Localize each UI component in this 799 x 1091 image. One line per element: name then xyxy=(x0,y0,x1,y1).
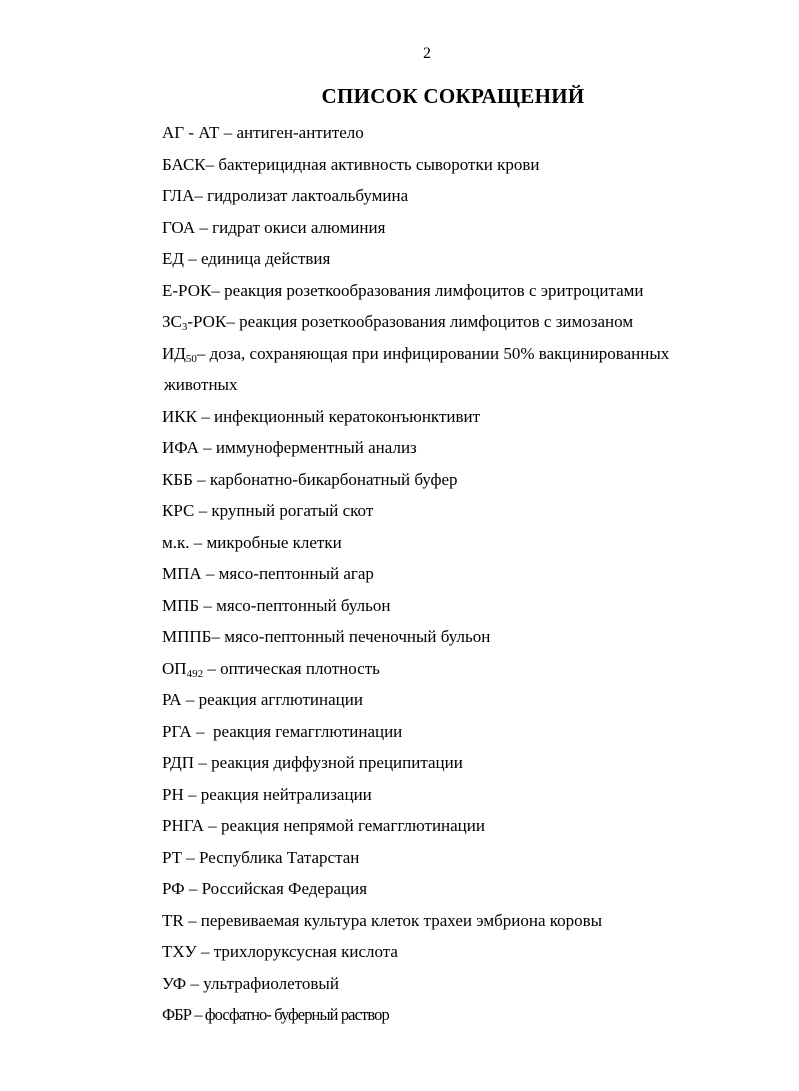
abbreviation-term: ИФА xyxy=(162,438,199,457)
abbreviation-definition: инфекционный кератоконъюнктивит xyxy=(213,406,481,426)
abbreviation-term: АГ - АТ xyxy=(162,123,220,142)
abbreviation-term: РФ xyxy=(162,879,185,898)
abbreviation-definition: мясо-пептонный бульон xyxy=(216,595,391,615)
abbreviation-definition: реакция непрямой гемагглютинации xyxy=(221,816,485,835)
abbreviation-definition-continued: животных xyxy=(164,375,238,394)
abbreviation-term: МППБ xyxy=(162,627,212,646)
abbreviation-item xyxy=(162,999,762,1031)
abbreviation-term: Е-РОК xyxy=(162,280,212,300)
abbreviation-definition: мясо-пептонный агар xyxy=(218,564,374,583)
abbreviation-definition: карбонатно-бикарбонатный буфер xyxy=(209,469,458,489)
abbreviation-item xyxy=(162,873,762,905)
abbreviation-term: РДП xyxy=(162,753,195,772)
abbreviation-term: TR xyxy=(162,910,184,930)
abbreviation-term: РТ xyxy=(162,847,183,867)
abbreviation-definition: единица действия xyxy=(200,249,331,268)
abbreviation-definition: гидролизат лактоальбумина xyxy=(207,186,409,205)
abbreviation-item xyxy=(162,653,762,685)
abbreviation-term: м.к. xyxy=(162,532,190,552)
abbreviation-item xyxy=(162,558,762,590)
abbreviation-separator: – xyxy=(205,154,219,174)
abbreviation-item xyxy=(162,338,762,401)
abbreviation-item xyxy=(162,464,762,496)
abbreviation-definition: перевиваемая культура клеток трахеи эмбриона коровы xyxy=(200,910,603,930)
abbreviation-term: МПБ xyxy=(162,595,200,615)
abbreviation-definition: антиген-антитело xyxy=(236,123,364,142)
abbreviation-item xyxy=(162,180,762,212)
abbreviation-separator: – xyxy=(219,123,237,142)
abbreviation-separator: – xyxy=(226,312,240,331)
abbreviation-item xyxy=(162,432,762,464)
abbreviation-separator: – xyxy=(203,658,221,678)
abbreviation-definition: доза, сохраняющая при инфицировании 50% вакцинированных xyxy=(209,343,670,363)
abbreviation-separator: – xyxy=(191,721,213,741)
abbreviation-definition: фосфатно- буферный раствор xyxy=(204,1005,389,1024)
abbreviation-term: ФБР xyxy=(162,1005,191,1024)
abbreviation-item xyxy=(162,590,762,622)
abbreviation-item xyxy=(162,117,762,149)
abbreviation-definition: реакция розеткообразования лимфоцитов с эритроцитами xyxy=(224,280,644,300)
abbreviation-separator: – xyxy=(195,217,213,237)
abbreviation-definition: крупный рогатый скот xyxy=(211,501,374,520)
abbreviation-item xyxy=(162,401,762,433)
abbreviation-separator: – xyxy=(204,816,221,835)
abbreviation-separator: – xyxy=(183,249,201,268)
abbreviation-separator: – xyxy=(182,847,200,867)
abbreviation-separator: – xyxy=(183,784,201,804)
abbreviation-separator: – xyxy=(181,690,199,709)
abbreviation-term: ИКК xyxy=(162,406,197,426)
abbreviation-definition: ультрафиолетовый xyxy=(203,973,339,993)
abbreviation-item xyxy=(162,621,762,653)
abbreviation-separator: – xyxy=(196,942,214,961)
abbreviation-separator: – xyxy=(201,564,219,583)
page-title: СПИСОК СОКРАЩЕНИЙ xyxy=(321,84,585,108)
abbreviation-list xyxy=(162,117,762,1031)
abbreviation-item xyxy=(162,149,762,181)
abbreviation-definition: мясо-пептонный печеночный бульон xyxy=(224,627,491,646)
abbreviation-item xyxy=(162,779,762,811)
abbreviation-definition: реакция гемагглютинации xyxy=(212,721,403,741)
abbreviation-separator: – xyxy=(194,186,208,205)
abbreviation-definition: Республика Татарстан xyxy=(199,847,360,867)
abbreviation-definition: Российская Федерация xyxy=(201,879,368,898)
abbreviation-term: МПА xyxy=(162,564,202,583)
abbreviation-separator: – xyxy=(194,501,212,520)
abbreviation-definition: оптическая плотность xyxy=(220,658,380,678)
abbreviation-term: ЗС xyxy=(162,312,182,331)
abbreviation-separator: – xyxy=(189,532,207,552)
abbreviation-term: БАСК xyxy=(162,154,206,174)
abbreviation-item xyxy=(162,495,762,527)
abbreviation-term: РА xyxy=(162,690,182,709)
abbreviation-term: РН xyxy=(162,784,184,804)
abbreviation-term: ТХУ xyxy=(162,942,197,961)
abbreviation-item xyxy=(162,905,762,937)
abbreviation-term: ИД xyxy=(162,343,186,363)
abbreviation-term-suffix: -РОК xyxy=(187,312,227,331)
abbreviation-term: ОП xyxy=(162,658,187,678)
abbreviation-item xyxy=(162,527,762,559)
abbreviation-item xyxy=(162,684,762,716)
abbreviation-item xyxy=(162,243,762,275)
abbreviation-item xyxy=(162,716,762,748)
abbreviation-subscript: 492 xyxy=(186,667,204,680)
abbreviation-separator: – xyxy=(183,910,201,930)
abbreviation-definition: реакция агглютинации xyxy=(198,690,363,709)
abbreviation-term: КРС xyxy=(162,501,195,520)
abbreviation-term: ЕД xyxy=(162,249,184,268)
abbreviation-separator: – xyxy=(199,595,217,615)
abbreviation-item xyxy=(162,212,762,244)
abbreviation-definition: гидрат окиси алюминия xyxy=(212,217,386,237)
abbreviation-separator: – xyxy=(191,1005,205,1024)
abbreviation-definition: иммуноферментный анализ xyxy=(215,438,417,457)
abbreviation-definition: реакция нейтрализации xyxy=(200,784,372,804)
abbreviation-separator: – xyxy=(186,973,204,993)
abbreviation-separator: – xyxy=(211,280,225,300)
abbreviation-definition: бактерицидная активность сыворотки крови xyxy=(218,154,540,174)
abbreviation-definition: реакция диффузной преципитации xyxy=(211,753,463,772)
abbreviation-definition: трихлоруксусная кислота xyxy=(213,942,398,961)
abbreviation-term: ГЛА xyxy=(162,186,195,205)
abbreviation-separator: – xyxy=(198,438,216,457)
abbreviation-term: ГОА xyxy=(162,217,196,237)
abbreviation-term: УФ xyxy=(162,973,187,993)
abbreviation-separator: – xyxy=(194,753,212,772)
abbreviation-term: РНГА xyxy=(162,816,204,835)
abbreviation-separator: – xyxy=(192,469,210,489)
abbreviation-item xyxy=(162,275,762,307)
abbreviation-separator: – xyxy=(211,627,225,646)
abbreviation-term: РГА xyxy=(162,721,192,741)
abbreviation-item xyxy=(162,936,762,968)
abbreviation-item xyxy=(162,810,762,842)
abbreviation-definition: микробные клетки xyxy=(206,532,342,552)
abbreviation-item xyxy=(162,306,762,338)
abbreviation-term: КББ xyxy=(162,469,193,489)
abbreviation-separator: – xyxy=(196,406,214,426)
abbreviation-item xyxy=(162,968,762,1000)
abbreviation-definition: реакция розеткообразования лимфоцитов с зимозаном xyxy=(239,312,634,331)
abbreviation-item xyxy=(162,747,762,779)
page-number: 2 xyxy=(423,45,431,62)
abbreviation-item xyxy=(162,842,762,874)
abbreviation-subscript: 50 xyxy=(185,352,197,365)
abbreviation-subscript: 3 xyxy=(181,321,188,333)
abbreviation-separator: – xyxy=(196,343,210,363)
abbreviation-separator: – xyxy=(184,879,202,898)
